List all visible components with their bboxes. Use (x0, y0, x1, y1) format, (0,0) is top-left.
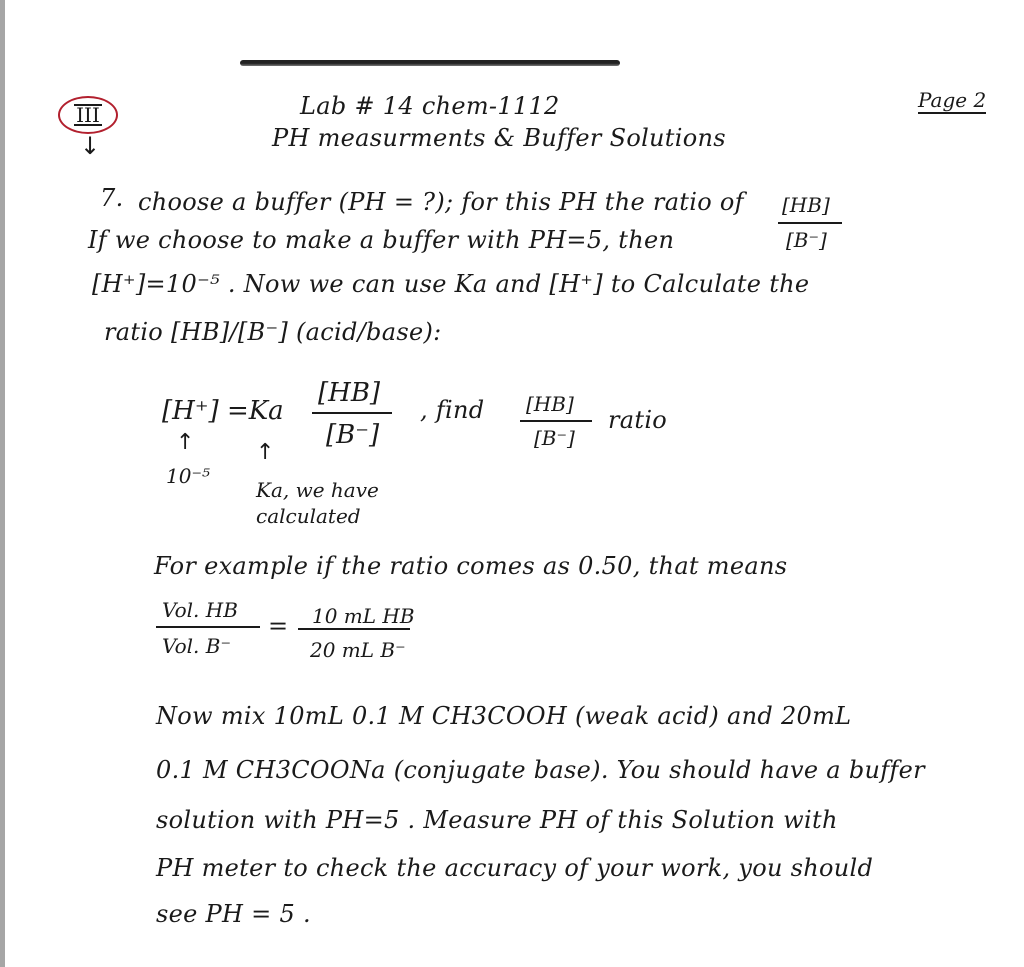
circled-numeral (58, 96, 118, 134)
below-lhs-value: 10⁻⁵ (166, 464, 211, 488)
example-line: For example if the ratio comes as 0.50, that means (154, 552, 788, 580)
ratio-numerator: [HB] (782, 193, 830, 217)
instruction-line-5: see PH = 5 . (156, 900, 311, 928)
ratio-fraction-bar (778, 222, 842, 224)
instruction-line-1: Now mix 10mL 0.1 M CH3COOH (weak acid) and 20mL (156, 702, 852, 730)
down-arrow-icon: ↓ (80, 132, 101, 160)
instruction-line-4: PH meter to check the accuracy of your work, you should (156, 854, 874, 882)
ml-fraction-bar (298, 628, 410, 630)
page-label: Page 2 (918, 88, 987, 112)
equation-fraction-bar (312, 412, 392, 414)
up-arrow-icon: ↑ (256, 440, 275, 465)
volume-fraction-bar (156, 626, 260, 628)
find-label: , find (420, 396, 485, 424)
find-numerator: [HB] (526, 392, 574, 416)
instruction-line-2: 0.1 M CH3COONa (conjugate base). You should have a buffer (156, 756, 925, 784)
ka-note-line-1: Ka, we have (256, 478, 379, 502)
equation-fraction-denominator: [B⁻] (326, 420, 380, 450)
question-line-3: [H⁺]=10⁻⁵ . Now we can use Ka and [H⁺] to Calculate the (92, 270, 810, 298)
scan-edge (0, 0, 5, 967)
question-line-1: choose a buffer (PH = ?); for this PH the ratio of (138, 188, 744, 216)
question-line-2: If we choose to make a buffer with PH=5, then (88, 226, 675, 254)
scan-artifact-bar (240, 60, 620, 66)
volume-denominator: Vol. B⁻ (162, 634, 232, 658)
find-denominator: [B⁻] (534, 426, 575, 450)
question-line-4: ratio [HB]/[B⁻] (acid/base): (104, 318, 442, 346)
ratio-denominator: [B⁻] (786, 228, 827, 252)
numeral-text: III (76, 103, 100, 127)
question-number: 7. (100, 184, 124, 212)
equation-fraction-numerator: [HB] (318, 378, 381, 408)
ratio-word: ratio (608, 406, 668, 434)
lab-subtitle: PH measurments & Buffer Solutions (272, 124, 726, 152)
equation-lhs: [H⁺] =Ka (162, 396, 284, 426)
up-arrow-icon: ↑ (176, 430, 195, 455)
ka-note-line-2: calculated (256, 504, 361, 528)
volume-numerator: Vol. HB (162, 598, 238, 622)
ml-numerator: 10 mL HB (312, 604, 415, 628)
equals-sign: = (268, 612, 289, 640)
ml-denominator: 20 mL B⁻ (310, 638, 406, 662)
instruction-line-3: solution with PH=5 . Measure PH of this Solution with (156, 806, 838, 834)
find-fraction-bar (520, 420, 592, 422)
lab-title: Lab # 14 chem-1112 (300, 92, 560, 120)
